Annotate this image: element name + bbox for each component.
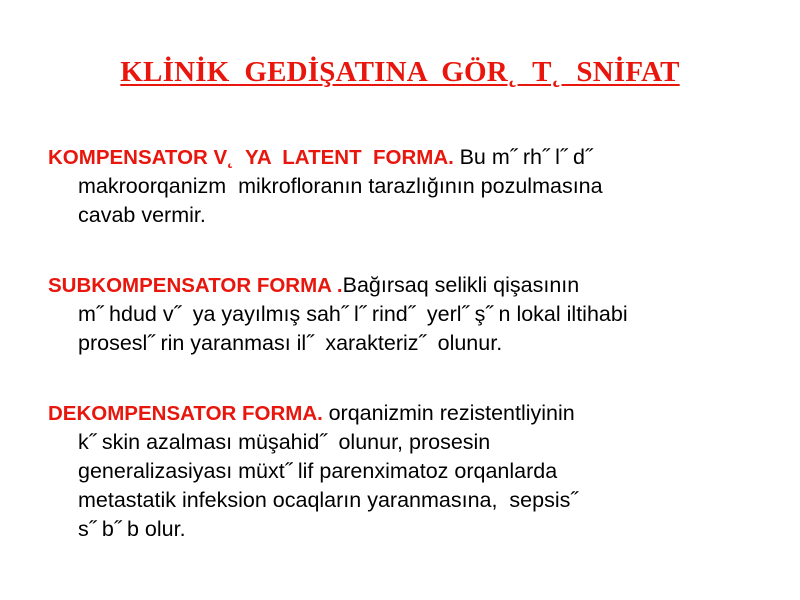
paragraph-line: metastatik infeksion ocaqların yaranmasına, sepsis˝	[78, 488, 578, 512]
paragraph-decompensated-form	[48, 399, 768, 544]
paragraph-compensated-form	[48, 143, 768, 230]
term-punctuation: .	[336, 274, 343, 297]
paragraph-first-line	[48, 399, 768, 428]
paragraph-subcompensated-form	[48, 271, 768, 358]
term-decompensated-form: DEKOMPENSATOR FORMA	[48, 402, 318, 425]
paragraph-line: m˝ hdud v˝ ya yayılmış sah˝ l˝ rind˝ yerl˝ ş˝ n lokal iltihabi	[78, 302, 628, 326]
paragraph-line: cavab vermir.	[78, 203, 206, 227]
paragraph-line: s˝ b˝ b olur.	[78, 517, 186, 541]
paragraph-line: makroorqanizm mikrofloranın tarazlığının pozulmasına	[78, 174, 603, 198]
paragraph-text: Bağırsaq selikli qişasının	[342, 273, 580, 297]
paragraph-line: k˝ skin azalması müşahid˝ olunur, prosesin	[78, 430, 491, 454]
paragraph-first-line	[48, 143, 768, 172]
slide-title: KLİNİK GEDİŞATINA GÖR˛ T˛ SNİFAT	[120, 56, 680, 88]
term-punctuation: .	[317, 402, 329, 425]
term-subcompensated-form: SUBKOMPENSATOR FORMA	[48, 274, 337, 297]
paragraph-text: orqanizmin rezistentliyinin	[328, 401, 575, 425]
paragraph-line: prosesl˝ rin yaranması il˝ xarakteriz˝ olunur.	[78, 331, 503, 355]
term-punctuation: .	[448, 146, 460, 169]
paragraph-text: Bu m˝ rh˝ l˝ d˝	[459, 145, 593, 169]
term-compensated-form: KOMPENSATOR V˛ YA LATENT FORMA	[48, 146, 449, 169]
paragraph-first-line	[48, 271, 768, 300]
paragraph-line: generalizasiyası müxt˝ lif parenximatoz orqanlarda	[78, 459, 558, 483]
